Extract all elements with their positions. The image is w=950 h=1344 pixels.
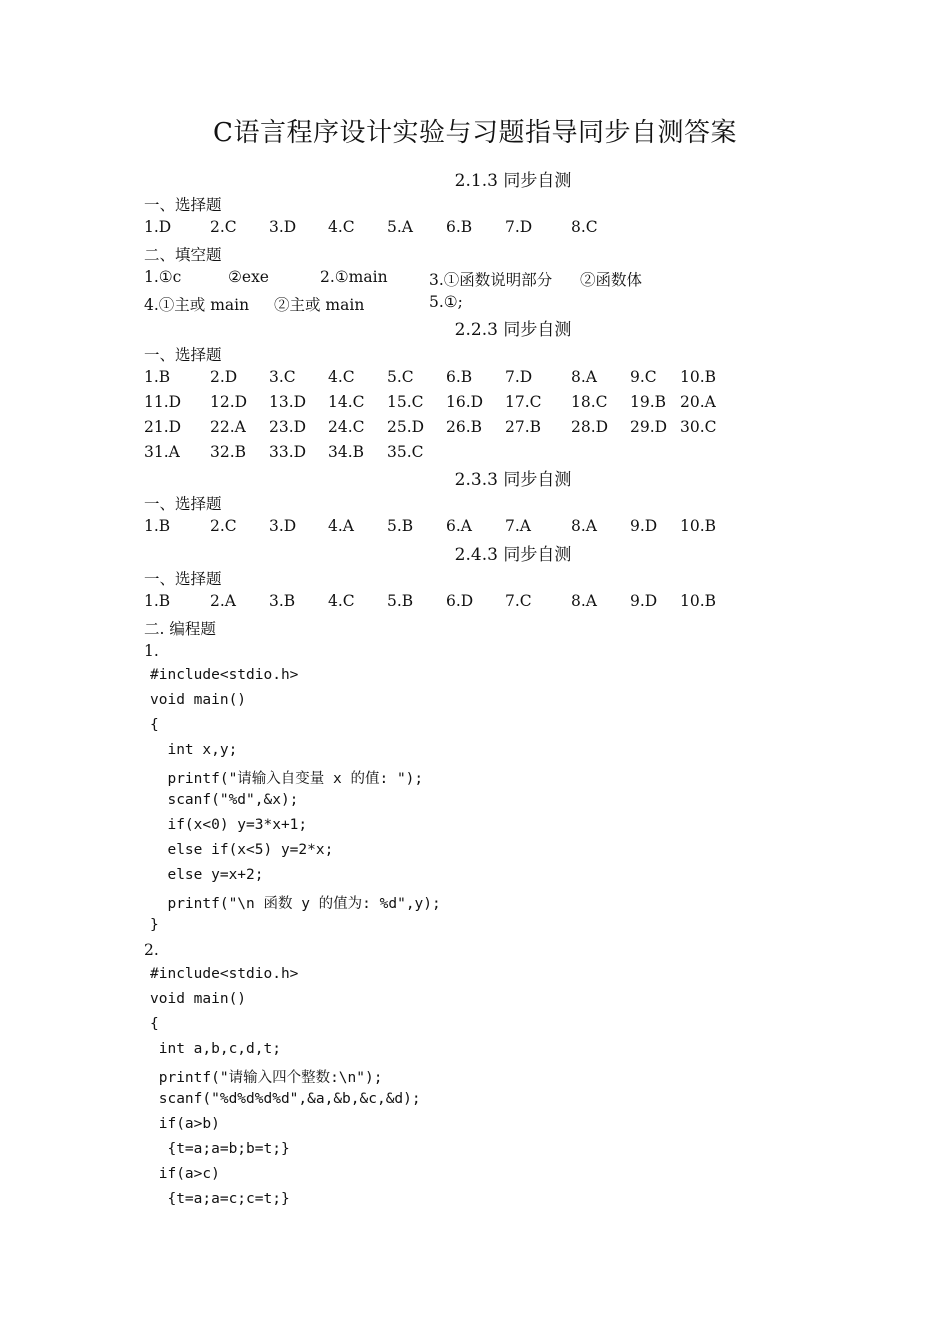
answer-item: 23.D xyxy=(269,418,307,436)
answer-item: 19.B xyxy=(630,393,667,411)
answer-item: 10.B xyxy=(680,517,717,535)
answer-item: 8.C xyxy=(571,218,598,236)
answer-row xyxy=(0,218,950,240)
answer-item: 18.C xyxy=(571,393,608,411)
answer-item: 1.D xyxy=(144,218,172,236)
fill-answer-row xyxy=(0,293,950,315)
answer-item: 13.D xyxy=(269,393,307,411)
choice-label: 一、选择题 xyxy=(144,495,222,513)
answer-item: 25.D xyxy=(387,418,425,436)
program-number: 1. xyxy=(144,642,159,660)
answer-item: 2.C xyxy=(210,218,237,236)
answer-item: 8.A xyxy=(571,592,597,610)
code-line: { xyxy=(150,717,159,733)
answer-item: 26.B xyxy=(446,418,483,436)
code-line: scanf("%d",&x); xyxy=(150,792,299,808)
answer-item: 6.B xyxy=(446,218,473,236)
answer-item: 4.C xyxy=(328,368,355,386)
answer-item: 34.B xyxy=(328,443,365,461)
answer-row xyxy=(0,443,950,465)
answer-item: 7.C xyxy=(505,592,532,610)
section-heading-2-2-3: 2.2.3 同步自测 xyxy=(454,320,572,340)
answer-item: 7.A xyxy=(505,517,531,535)
answer-item: 3.C xyxy=(269,368,296,386)
answer-item: 27.B xyxy=(505,418,542,436)
code-line: {t=a;a=c;c=t;} xyxy=(150,1191,290,1207)
answer-item: 6.B xyxy=(446,368,473,386)
answer-item: 22.A xyxy=(210,418,246,436)
answer-item: 8.A xyxy=(571,517,597,535)
section-heading-2-3-3: 2.3.3 同步自测 xyxy=(454,470,572,490)
answer-item: 9.C xyxy=(630,368,657,386)
answer-item: 7.D xyxy=(505,218,533,236)
answer-item: 30.C xyxy=(680,418,717,436)
answer-item: 33.D xyxy=(269,443,307,461)
fill-answer-item: 4.①主或 main xyxy=(144,296,250,314)
answer-item: 24.C xyxy=(328,418,365,436)
answer-item: 10.B xyxy=(680,592,717,610)
answer-row xyxy=(0,592,950,614)
code-line: } xyxy=(150,917,159,933)
answer-item: 4.C xyxy=(328,218,355,236)
answer-row xyxy=(0,517,950,539)
code-line: scanf("%d%d%d%d",&a,&b,&c,&d); xyxy=(150,1091,421,1107)
answer-item: 20.A xyxy=(680,393,716,411)
code-line: printf("\n 函数 y 的值为: %d",y); xyxy=(150,896,441,912)
choice-label: 一、选择题 xyxy=(144,570,222,588)
answer-item: 1.B xyxy=(144,592,171,610)
code-line: else if(x<5) y=2*x; xyxy=(150,842,334,858)
answer-item: 1.B xyxy=(144,517,171,535)
fill-answer-item: 2.①main xyxy=(320,268,388,286)
answer-item: 14.C xyxy=(328,393,365,411)
code-line: else y=x+2; xyxy=(150,867,264,883)
answer-item: 3.B xyxy=(269,592,296,610)
answer-item: 3.D xyxy=(269,517,297,535)
section-heading-2-4-3: 2.4.3 同步自测 xyxy=(454,545,572,565)
code-line: if(a>c) xyxy=(150,1166,220,1182)
code-line: { xyxy=(150,1016,159,1032)
answer-item: 31.A xyxy=(144,443,180,461)
answer-item: 6.D xyxy=(446,592,474,610)
code-line: printf("请输入自变量 x 的值: "); xyxy=(150,771,424,787)
answer-item: 5.B xyxy=(387,517,414,535)
answer-item: 4.A xyxy=(328,517,354,535)
answer-item: 21.D xyxy=(144,418,182,436)
answer-item: 9.D xyxy=(630,592,658,610)
fill-label: 二、填空题 xyxy=(144,246,222,264)
code-line: #include<stdio.h> xyxy=(150,966,299,982)
answer-item: 17.C xyxy=(505,393,542,411)
answer-item: 11.D xyxy=(144,393,182,411)
answer-item: 12.D xyxy=(210,393,248,411)
code-line: {t=a;a=b;b=t;} xyxy=(150,1141,290,1157)
answer-item: 15.C xyxy=(387,393,424,411)
answer-item: 2.C xyxy=(210,517,237,535)
answer-row xyxy=(0,418,950,440)
answer-item: 32.B xyxy=(210,443,247,461)
code-line: printf("请输入四个整数:\n"); xyxy=(150,1070,383,1086)
fill-answer-item: 3.①函数说明部分 xyxy=(429,271,553,289)
program-label: 二. 编程题 xyxy=(144,620,216,638)
code-line: if(a>b) xyxy=(150,1116,220,1132)
answer-item: 5.B xyxy=(387,592,414,610)
answer-item: 2.D xyxy=(210,368,238,386)
answer-item: 3.D xyxy=(269,218,297,236)
code-line: int a,b,c,d,t; xyxy=(150,1041,281,1057)
fill-answer-item: 1.①c xyxy=(144,268,182,286)
fill-answer-item: ②函数体 xyxy=(580,271,643,289)
code-line: void main() xyxy=(150,692,247,708)
code-line: void main() xyxy=(150,991,247,1007)
answer-item: 7.D xyxy=(505,368,533,386)
answer-item: 10.B xyxy=(680,368,717,386)
answer-item: 16.D xyxy=(446,393,484,411)
program-number: 2. xyxy=(144,941,159,959)
answer-item: 28.D xyxy=(571,418,609,436)
answer-item: 5.C xyxy=(387,368,414,386)
answer-item: 2.A xyxy=(210,592,236,610)
answer-item: 1.B xyxy=(144,368,171,386)
fill-answer-item: 5.①; xyxy=(429,293,463,311)
choice-label: 一、选择题 xyxy=(144,196,222,214)
answer-item: 5.A xyxy=(387,218,413,236)
answer-item: 35.C xyxy=(387,443,424,461)
section-heading-2-1-3: 2.1.3 同步自测 xyxy=(454,171,572,191)
answer-item: 8.A xyxy=(571,368,597,386)
answer-row xyxy=(0,368,950,390)
fill-answer-item: ②exe xyxy=(228,268,269,286)
answer-row xyxy=(0,393,950,415)
code-line: if(x<0) y=3*x+1; xyxy=(150,817,308,833)
answer-item: 29.D xyxy=(630,418,668,436)
answer-item: 4.C xyxy=(328,592,355,610)
document-title: C语言程序设计实验与习题指导同步自测答案 xyxy=(213,118,737,148)
choice-label: 一、选择题 xyxy=(144,346,222,364)
code-line: #include<stdio.h> xyxy=(150,667,299,683)
answer-item: 9.D xyxy=(630,517,658,535)
fill-answer-item: ②主或 main xyxy=(274,296,365,314)
fill-answer-row xyxy=(0,268,950,290)
code-line: int x,y; xyxy=(150,742,238,758)
answer-item: 6.A xyxy=(446,517,472,535)
